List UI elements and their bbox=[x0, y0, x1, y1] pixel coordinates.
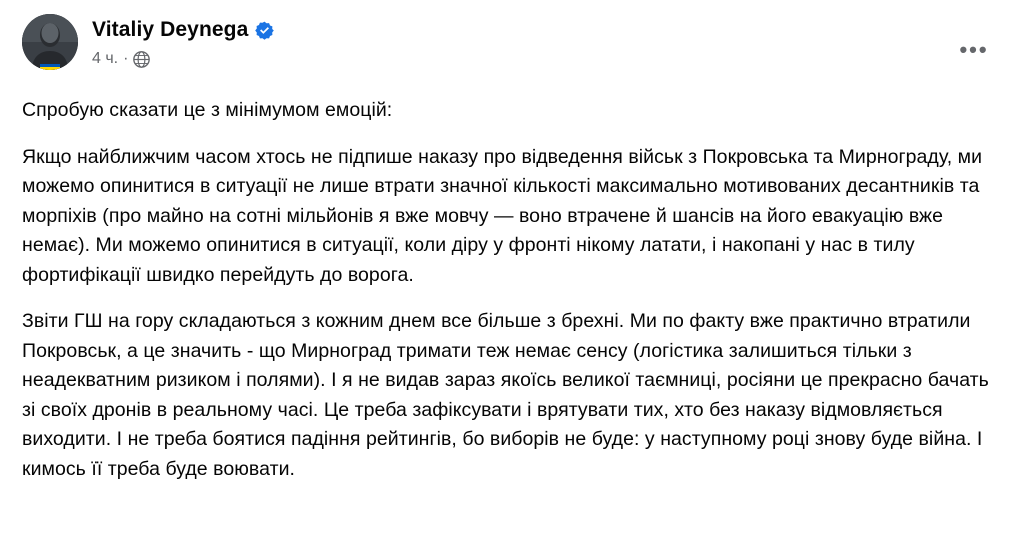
post-paragraph: Якщо найближчим часом хтось не підпише наказу про відведення військ з Покровська та Мирнограду, ми можемо опинитися в ситуації не лише втрати значної кількості максимально мотивованих десантників та морпіхів (про майно на сотні мільйонів я вже мовчу — воно втрачене й шансів на його евакуацію вже немає). Ми можемо опинитися в ситуації, коли діру у фронті нікому латати, і накопані у нас в тилу фортифікації швидко перейдуть до ворога. bbox=[22, 145, 983, 286]
author-name[interactable]: Vitaliy Deynega bbox=[92, 18, 249, 41]
post-meta bbox=[92, 48, 994, 70]
name-row bbox=[92, 16, 994, 44]
post-body bbox=[22, 96, 994, 484]
meta-separator: · bbox=[123, 50, 129, 67]
verified-badge-icon bbox=[255, 21, 274, 40]
post-paragraph: Звіти ГШ на гору складаються з кожним днем все більше з брехні. Ми по факту вже практично втратили Покровськ, а це значить - що Мирноград тримати теж немає сенсу (логістика залишиться тільки з неадекватним ризиком і полями). І я не видав зараз якоїсь великої таємниці, росіяни це прекрасно бачать зі своїх дронів в реальному часі. Це треба зафіксувати і врятувати тих, хто без наказу відмовляється виходити. І не треба боятися падіння рейтингів, бо виборів не буде: у наступному році знову буде війна. І кимось її треба буде воювати. bbox=[22, 310, 989, 480]
post-timestamp[interactable]: 4 ч. bbox=[92, 50, 119, 67]
ellipsis-icon: ••• bbox=[959, 37, 989, 62]
post-options-button[interactable] bbox=[956, 32, 992, 68]
post-paragraph: Спробую сказати це з мінімумом емоцій: bbox=[22, 99, 393, 121]
avatar-image bbox=[22, 14, 78, 70]
avatar[interactable] bbox=[22, 14, 78, 70]
header-text bbox=[92, 14, 994, 70]
post-header bbox=[22, 14, 994, 86]
globe-icon[interactable] bbox=[133, 51, 150, 68]
